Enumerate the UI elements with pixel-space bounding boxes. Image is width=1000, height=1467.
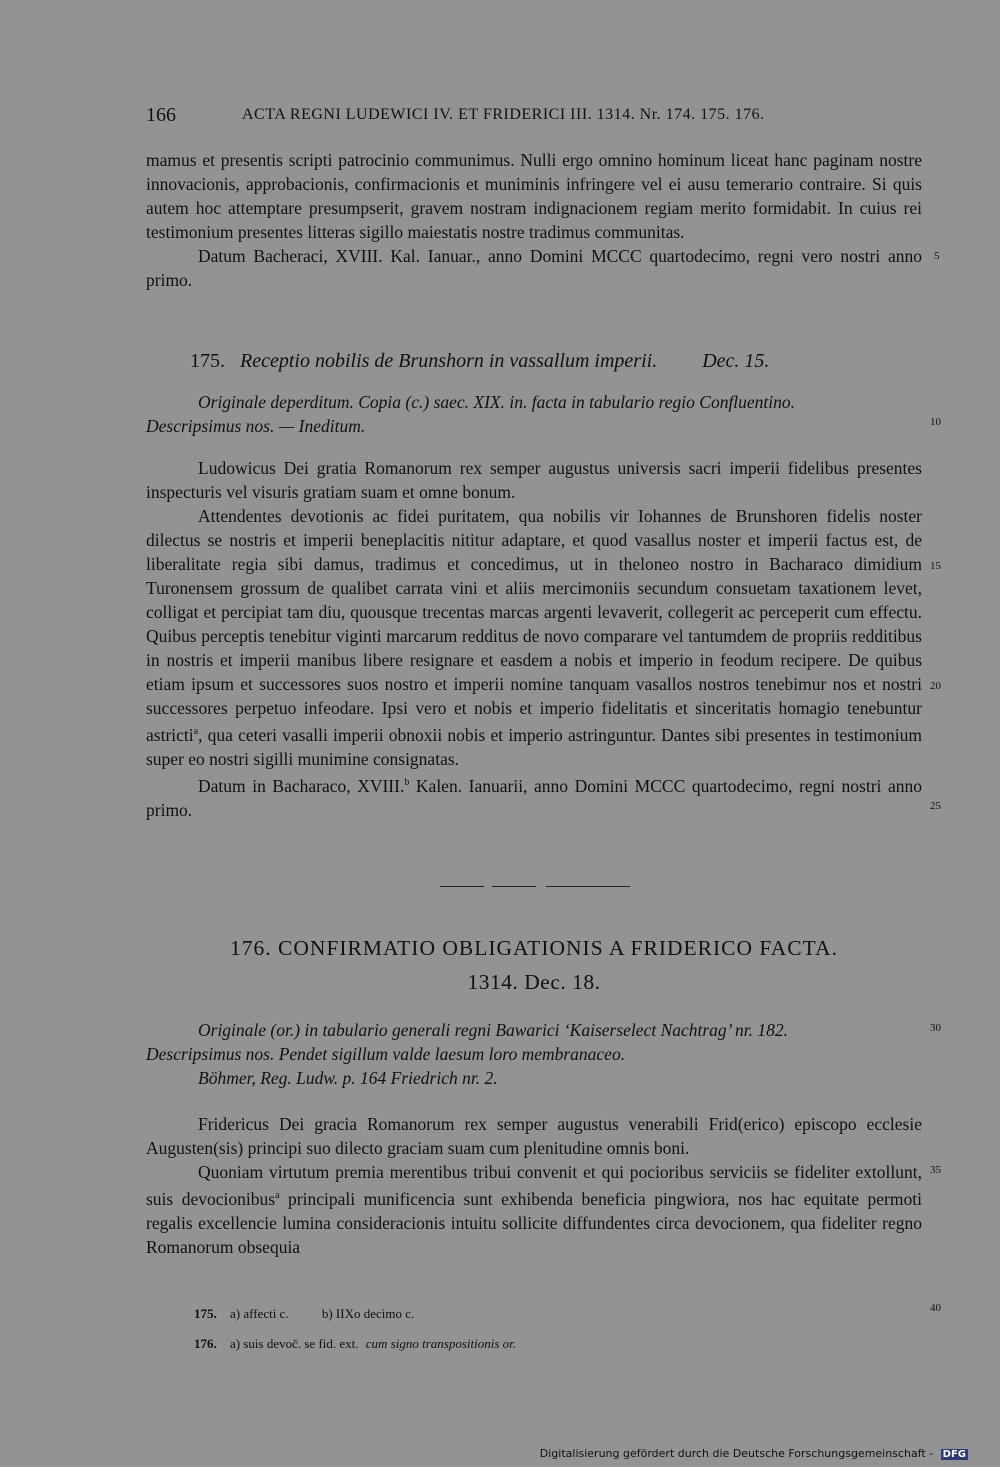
line-number: 30 <box>930 1022 941 1034</box>
dfg-logo-icon: DFG <box>942 1449 966 1460</box>
funding-footer <box>540 1447 968 1460</box>
footnote-175 <box>194 1306 444 1322</box>
footnote-a-italic: cum signo transpositionis or. <box>365 1336 517 1351</box>
footnote-ref-a: a <box>193 726 199 737</box>
doc176-context: Quoniam virtutum premia merentibus tribui convenit et qui pocioribus serviciis se fideliter extollunt, suis devocionibus$^a$ principali munificencia sunt exhibenda beneficia pingwiora, nos hac equitate permoti regalis excellencie lumina consideracionis intuitu sollicite diffundentes circa devocionem, qua fideliter regno Romanorum obsequia <box>146 1162 922 1257</box>
line-number: 5 <box>934 250 940 262</box>
doc176-source-2: Descripsimus nos. Pendet sigillum valde laesum loro membranaceo. <box>146 1044 626 1064</box>
page-number: 166 <box>146 104 176 126</box>
line-number: 40 <box>930 1302 941 1314</box>
footnote-b: b) IIXo decimo c. <box>321 1306 415 1321</box>
line-number: 35 <box>930 1164 941 1176</box>
doc175-protocol: Ludowicus Dei gratia Romanorum rex semper augustus universis sacri imperii fidelibus presentes inspecturis vel visuris gratiam suam et omne bonum. <box>146 458 922 502</box>
doc175-heading <box>190 350 890 373</box>
footnote-176 <box>194 1336 516 1352</box>
separator-rule <box>492 886 536 887</box>
doc175-dating: Datum in Bacharaco, XVIII.$^b$ Kalen. Ianuarii, anno Domini MCCC quartodecimo, regni nostri anno primo. <box>146 775 922 820</box>
separator-rule <box>546 886 630 887</box>
running-title: ACTA REGNI LUDEWICI IV. ET FRIDERICI III. 1314. Nr. 174. 175. 176. <box>242 106 765 123</box>
line-number: 15 <box>930 560 941 572</box>
doc174-ending <box>146 148 922 292</box>
footnote-label: 176. <box>194 1336 217 1351</box>
separator-rule <box>440 886 484 887</box>
doc174-dating: Datum Bacheraci, XVIII. Kal. Ianuar., anno Domini MCCC quartodecimo, regni vero nostri anno primo. <box>146 246 922 290</box>
line-number: 10 <box>930 416 941 428</box>
doc175-sources <box>146 390 922 438</box>
doc176-title: 176. CONFIRMATIO OBLIGATIONIS A FRIDERICO FACTA. <box>230 936 838 960</box>
doc175-source-2: Descripsimus nos. — Ineditum. <box>146 416 366 436</box>
line-number: 20 <box>930 680 941 692</box>
doc174-paragraph: mamus et presentis scripti patrocinio communimus. Nulli ergo omnino hominum liceat hanc paginam nostre innovacionis, approbacionis, confirmacionis et muniminis infringere vel ei ausu temerario contraire. Si quis autem hoc attemptare presumpserit, gravem nostram indignacionem regiam merito formidabit. In cuius rei testimonium presentes litteras sigillo maiestatis nostre tradimus communitas. <box>146 150 922 242</box>
doc176-source-3: Böhmer, Reg. Ludw. p. 164 Friedrich nr. 2. <box>198 1068 498 1088</box>
footnote-label: 175. <box>194 1306 217 1321</box>
footnote-a: a) suis devoč. se fid. ext. <box>230 1336 359 1351</box>
funding-text: Digitalisierung gefördert durch die Deutsche Forschungsgemeinschaft - <box>539 1447 934 1460</box>
doc175-context: Attendentes devotionis ac fidei puritatem, qua nobilis vir Iohannes de Brunshoren fidelis noster dilectus se nostris et imperii beneplacitis nititur adaptare, et quod vasallus noster et imperii factus est, de liberalitate regia sibi damus, tradimus et concedimus, ut in theloneo nostro in Bacharaco dimidium Turonensem grossum de qualibet carrata vini et aliis mercimoniis secundum consuetam taxationem levet, colligat et percipiat tam diu, quousque trecentas marcas argenti levaverit, collegerit ac perceperit cum effectu. Quibus perceptis tenebitur viginti marcarum redditus de novo comparare vel tantumdem de propriis redditibus in nostris et imperii manibus libere resignare et easdem a nobis et imperio in feodum recipere. De quibus etiam ipsum et successores suos nostro et imperii nomine tanquam vasallos nostros tenebimur nos et nostri successores perpetuo infeodare. Ipsi vero et nobis et imperio fidelitatis et sinceritatis homagio tenebuntur astricti$^a$, qua ceteri vasalli imperii obnoxii nobis et imperio astringuntur. Dantes sibi presentes in testimonium super eo nostri sigilli munimine consignatas. <box>146 506 922 769</box>
doc176-text <box>146 1112 922 1259</box>
doc175-date: Dec. 15. <box>702 350 770 372</box>
doc175-title: Receptio nobilis de Brunshorn in vassallum imperii. <box>240 350 658 372</box>
footnote-ref-a: a <box>275 1190 280 1201</box>
doc176-protocol: Fridericus Dei gracia Romanorum rex semper augustus venerabili Frid(erico) episcopo ecclesie Augusten(sis) principi suo dilecto graciam suam cum plenitudine omnis boni. <box>146 1114 922 1158</box>
footnote-a: a) affecti c. <box>230 1306 289 1321</box>
doc176-sources <box>146 1018 922 1090</box>
doc175-source-1: Originale deperditum. Copia (c.) saec. XIX. in. facta in tabulario regio Confluentino. <box>198 392 796 412</box>
doc175-number: 175. <box>190 350 225 372</box>
doc176-date: 1314. Dec. 18. <box>467 970 601 994</box>
doc176-source-1: Originale (or.) in tabulario generali regni Bawarici ‘Kaiserselect Nachtrag’ nr. 182. <box>198 1020 788 1040</box>
doc175-text <box>146 456 922 822</box>
footnote-ref-b: b <box>404 776 410 788</box>
line-number: 25 <box>930 800 941 812</box>
